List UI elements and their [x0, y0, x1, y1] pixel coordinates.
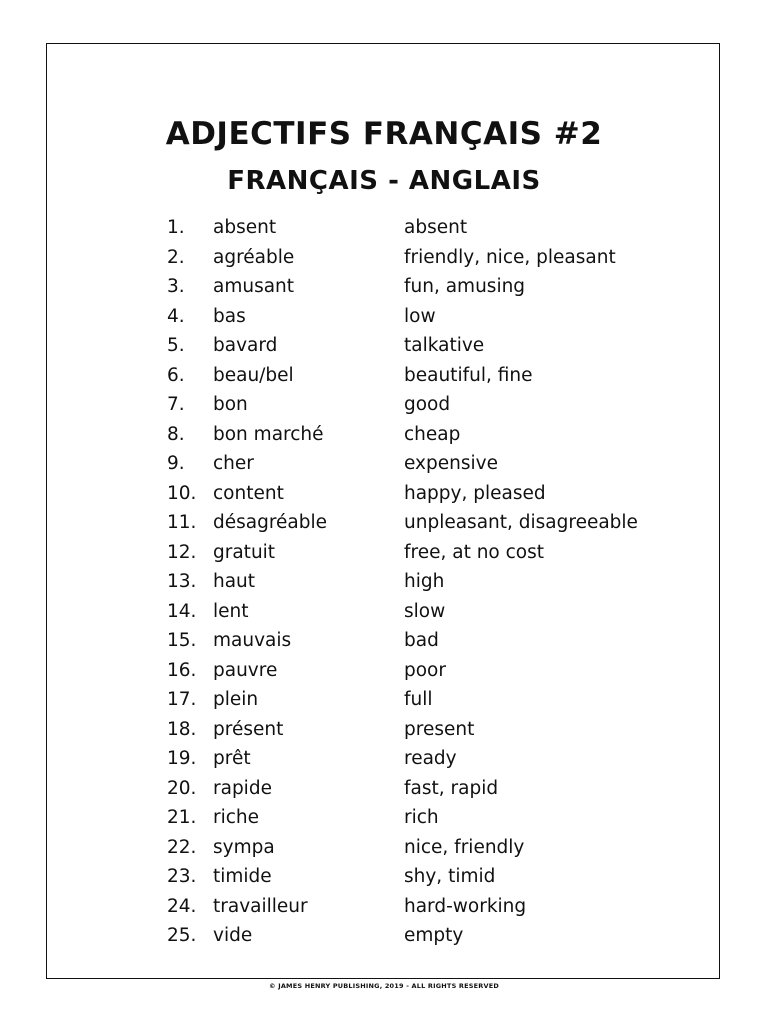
english-translation: shy, timid [404, 866, 496, 887]
english-translation: absent [404, 217, 468, 238]
english-translation: talkative [404, 335, 485, 356]
french-word: bas [213, 305, 246, 327]
vocab-row [0, 479, 768, 509]
english-translation: ready [404, 748, 457, 769]
vocab-row [0, 774, 768, 804]
french-word: timide [213, 866, 272, 887]
french-word: lent [213, 600, 249, 622]
french-word: content [213, 482, 284, 504]
vocabulary-list [0, 213, 768, 951]
item-number: 19. [167, 748, 197, 769]
item-number: 14. [167, 600, 197, 622]
french-word: absent [213, 217, 277, 238]
english-translation: expensive [404, 453, 498, 474]
vocab-row [0, 892, 768, 922]
english-translation: poor [404, 659, 446, 681]
english-translation: beautiful, fine [404, 364, 533, 386]
item-number: 1. [167, 217, 185, 238]
french-word: bon [213, 394, 248, 415]
french-word: bavard [213, 335, 278, 356]
french-word: beau/bel [213, 364, 294, 386]
french-word: vide [213, 925, 253, 946]
item-number: 8. [167, 423, 185, 445]
item-number: 21. [167, 807, 197, 828]
item-number: 4. [167, 305, 185, 327]
french-word: bon marché [213, 423, 324, 445]
vocab-row [0, 420, 768, 450]
vocab-row [0, 390, 768, 420]
french-word: gratuit [213, 541, 276, 563]
vocab-row [0, 508, 768, 538]
french-word: présent [213, 718, 284, 740]
item-number: 24. [167, 895, 197, 917]
french-word: cher [213, 453, 254, 474]
french-word: mauvais [213, 630, 292, 651]
vocab-row [0, 331, 768, 361]
english-translation: slow [404, 600, 446, 622]
french-word: riche [213, 807, 260, 828]
english-translation: rich [404, 807, 439, 828]
item-number: 12. [167, 541, 197, 563]
item-number: 15. [167, 630, 197, 651]
french-word: désagréable [213, 512, 328, 533]
vocab-row [0, 685, 768, 715]
vocab-row [0, 715, 768, 745]
item-number: 7. [167, 394, 185, 415]
page-title: ADJECTIFS FRANÇAIS #2 [165, 116, 603, 152]
vocab-row [0, 626, 768, 656]
vocab-row [0, 597, 768, 627]
copyright-footer: © JAMES HENRY PUBLISHING, 2019 - ALL RIGHTS RESERVED [269, 982, 499, 990]
english-translation: high [404, 571, 445, 592]
english-translation: bad [404, 630, 439, 651]
item-number: 20. [167, 777, 197, 799]
item-number: 25. [167, 925, 197, 946]
vocab-row [0, 656, 768, 686]
page-subtitle: FRANÇAIS - ANGLAIS [227, 166, 541, 196]
vocab-row [0, 361, 768, 391]
vocab-row [0, 243, 768, 273]
french-word: agréable [213, 246, 295, 268]
item-number: 6. [167, 364, 185, 386]
english-translation: empty [404, 925, 464, 946]
vocab-row [0, 833, 768, 863]
vocab-row [0, 213, 768, 243]
item-number: 3. [167, 276, 185, 297]
english-translation: present [404, 718, 475, 740]
english-translation: nice, friendly [404, 836, 525, 858]
vocab-row [0, 921, 768, 951]
vocab-row [0, 567, 768, 597]
vocab-row [0, 302, 768, 332]
vocab-row [0, 538, 768, 568]
vocab-row [0, 744, 768, 774]
english-translation: good [404, 394, 451, 415]
english-translation: friendly, nice, pleasant [404, 246, 616, 268]
french-word: pauvre [213, 659, 278, 681]
english-translation: cheap [404, 423, 461, 445]
english-translation: unpleasant, disagreeable [404, 512, 638, 533]
item-number: 13. [167, 571, 197, 592]
french-word: amusant [213, 276, 295, 297]
item-number: 9. [167, 453, 185, 474]
english-translation: fun, amusing [404, 276, 526, 297]
item-number: 10. [167, 482, 197, 504]
french-word: sympa [213, 836, 275, 858]
french-word: plein [213, 689, 259, 710]
item-number: 17. [167, 689, 197, 710]
english-translation: happy, pleased [404, 482, 546, 504]
english-translation: fast, rapid [404, 777, 499, 799]
item-number: 16. [167, 659, 197, 681]
vocab-row [0, 803, 768, 833]
item-number: 2. [167, 246, 185, 268]
english-translation: low [404, 305, 436, 327]
item-number: 11. [167, 512, 197, 533]
english-translation: full [404, 689, 433, 710]
vocab-row [0, 272, 768, 302]
english-translation: free, at no cost [404, 541, 545, 563]
item-number: 22. [167, 836, 197, 858]
vocab-row [0, 862, 768, 892]
english-translation: hard-working [404, 895, 527, 917]
item-number: 23. [167, 866, 197, 887]
french-word: prêt [213, 748, 251, 769]
french-word: rapide [213, 777, 272, 799]
item-number: 18. [167, 718, 197, 740]
french-word: haut [213, 571, 256, 592]
vocab-row [0, 449, 768, 479]
item-number: 5. [167, 335, 185, 356]
french-word: travailleur [213, 895, 308, 917]
